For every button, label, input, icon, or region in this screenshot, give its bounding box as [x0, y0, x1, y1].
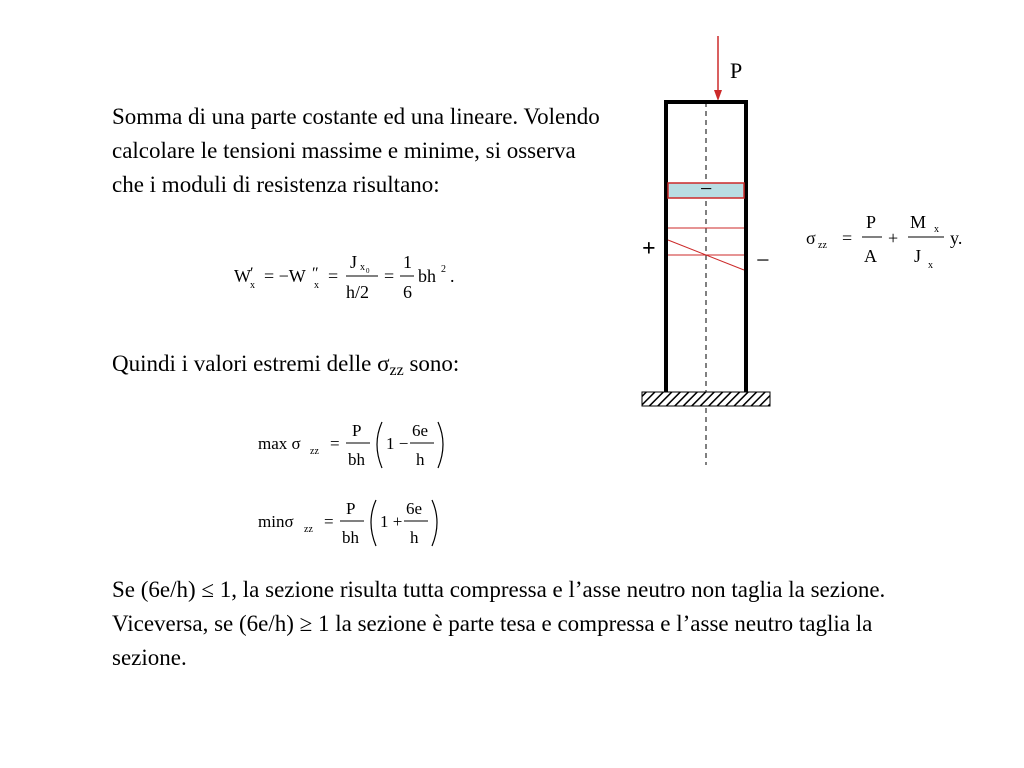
max-paren-left — [377, 422, 382, 468]
min-one-plus: 1 + — [380, 512, 403, 531]
extreme-text-after: sono: — [403, 351, 460, 376]
formula-sub-x: x — [250, 280, 255, 291]
sigma-j: J — [914, 246, 922, 266]
min-bh: bh — [342, 528, 359, 547]
load-label: P — [730, 58, 743, 83]
compression-sign-top: − — [700, 176, 713, 201]
max-bh: bh — [348, 450, 365, 469]
min-label: minσ — [258, 512, 294, 531]
sigma-sub: zz — [818, 240, 827, 251]
min-sub: zz — [304, 524, 313, 535]
sigma-m: M — [910, 212, 927, 232]
formula-section-moduli — [228, 248, 468, 308]
formula-exp: 2 — [441, 264, 446, 275]
sigma-a: A — [864, 246, 877, 266]
formula-den-h2: h/2 — [346, 282, 370, 302]
min-paren-right — [432, 500, 437, 546]
formula-sigma-zz — [800, 206, 990, 272]
max-one-minus: 1 − — [386, 434, 409, 453]
formula-max-sigma — [254, 418, 454, 474]
formula-min-sigma — [254, 496, 454, 552]
sigma-j-sub: x — [928, 260, 933, 271]
formula-bh: bh — [418, 266, 436, 286]
sigma-y: y. — [950, 228, 963, 248]
sigma-plus: + — [888, 228, 899, 248]
min-eq: = — [324, 512, 334, 531]
compression-sign-right: − — [756, 248, 770, 274]
max-6e: 6e — [412, 421, 429, 440]
intro-text: Somma di una parte costante ed una lineare. Volendo calcolare le tensioni massime e minime, si osserva che i moduli di resistenza risultano: — [112, 104, 600, 197]
formula-w-prime: W — [234, 266, 251, 286]
formula-sub-x0: x — [360, 262, 365, 273]
extreme-text-subscript: zz — [389, 362, 404, 379]
formula-num-j: J — [350, 252, 358, 272]
formula-frac-den: 6 — [403, 282, 412, 302]
load-arrow-head — [714, 90, 722, 101]
formula-eq2: = — [328, 266, 339, 286]
formula-sub-0: 0 — [366, 267, 370, 275]
formula-prime: ′ — [250, 265, 254, 282]
min-h: h — [410, 528, 419, 547]
min-paren-left — [371, 500, 376, 546]
extreme-values-paragraph — [112, 347, 612, 388]
conclusion-paragraph — [112, 573, 912, 675]
max-h: h — [416, 450, 425, 469]
sigma-eq: = — [842, 228, 853, 248]
sigma-symbol: σ — [806, 228, 816, 248]
max-paren-right — [438, 422, 443, 468]
max-label: max σ — [258, 434, 301, 453]
conclusion-text: Se (6e/h) ≤ 1, la sezione risulta tutta compressa e l’asse neutro non taglia la sezione. Viceversa, se (6e/h) ≥ 1 la sezione è parte tesa e compressa e l’asse neutro taglia la sezione. — [112, 577, 886, 670]
min-p: P — [346, 499, 356, 518]
formula-double-prime: ″ — [312, 265, 319, 282]
sigma-p: P — [866, 212, 877, 232]
column-diagram — [630, 0, 790, 470]
formula-eq3: = — [384, 266, 395, 286]
ground-support — [642, 392, 770, 406]
max-p: P — [352, 421, 362, 440]
max-eq: = — [330, 434, 340, 453]
extreme-text-before: Quindi i valori estremi delle σ — [112, 351, 390, 376]
tension-sign-left: + — [642, 236, 656, 262]
formula-dot: . — [450, 266, 455, 286]
formula-eq1: = −W — [264, 266, 306, 286]
intro-paragraph — [112, 100, 612, 202]
formula-frac-num: 1 — [403, 252, 412, 272]
max-sub: zz — [310, 446, 319, 457]
sigma-m-sub: x — [934, 224, 939, 235]
min-6e: 6e — [406, 499, 423, 518]
formula-sub-x2: x — [314, 280, 319, 291]
